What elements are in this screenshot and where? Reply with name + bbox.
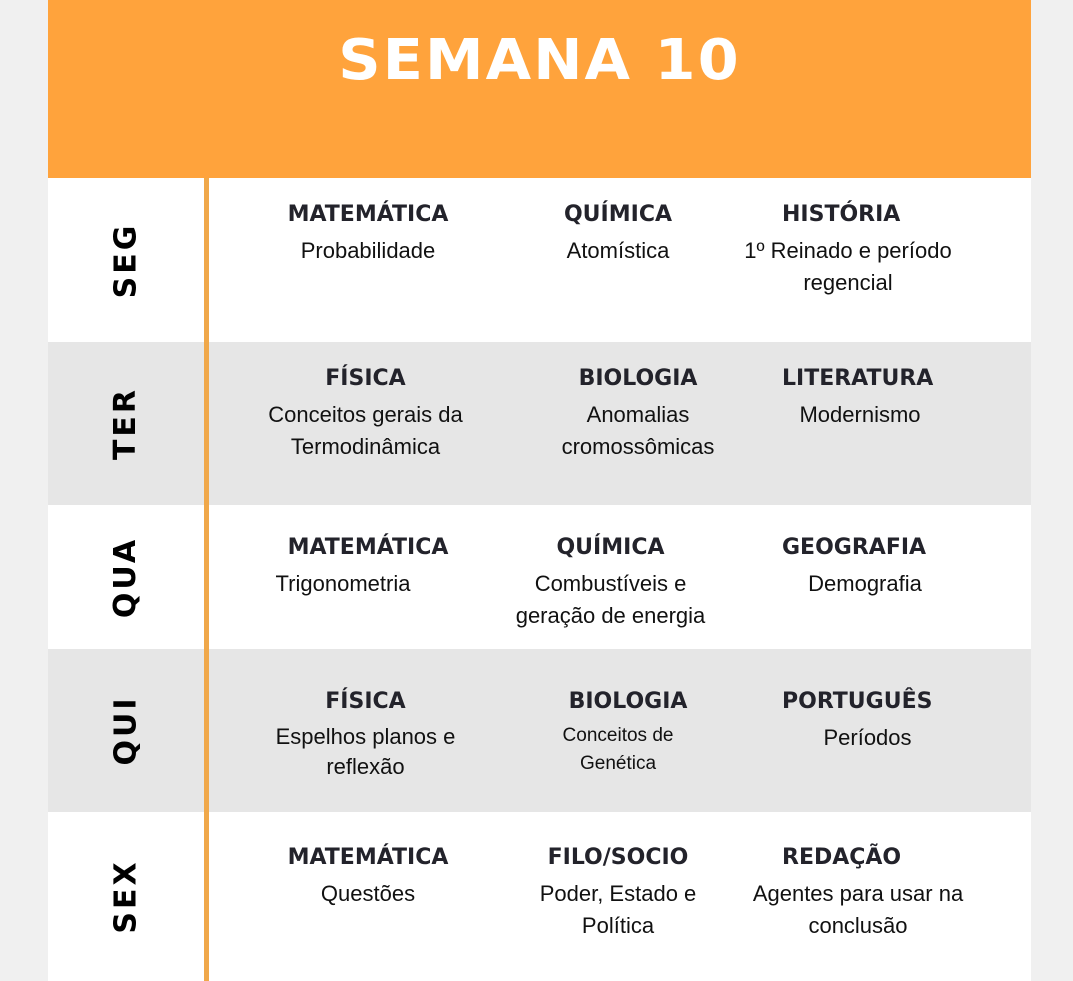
subject-cell <box>518 845 718 942</box>
day-row-qua <box>48 505 1031 649</box>
subject-cell <box>728 202 968 299</box>
subject-name: MATEMÁTICA <box>287 202 449 227</box>
subject-name: FILO/SOCIO <box>547 845 689 870</box>
subject-topic: Probabilidade <box>300 238 436 263</box>
subject-cell <box>248 535 488 600</box>
subject-name: REDAÇÃO <box>782 845 902 870</box>
subject-topic: Agentes para usar na conclusão <box>752 881 964 938</box>
subject-topic: Conceitos de Genética <box>562 725 674 774</box>
subject-cell <box>760 366 960 431</box>
subject-cell <box>538 366 738 463</box>
day-label: QUA <box>108 536 144 618</box>
subject-name: GEOGRAFIA <box>782 535 927 560</box>
subject-name: MATEMÁTICA <box>287 535 449 560</box>
subject-name: BIOLOGIA <box>578 366 698 391</box>
subject-topic: Modernismo <box>799 402 921 427</box>
subject-cell <box>518 202 718 267</box>
subject-topic: Conceitos gerais da Termodinâmica <box>268 402 463 459</box>
subject-topic: Combustíveis e geração de energia <box>515 571 706 628</box>
page-title: SEMANA 10 <box>338 28 741 93</box>
subject-topic: Poder, Estado e Política <box>539 881 697 938</box>
day-label: QUI <box>108 695 144 766</box>
day-row-sex <box>48 812 1031 981</box>
subject-name: BIOLOGIA <box>568 689 688 714</box>
subject-topic: Espelhos planos e reflexão <box>275 724 456 779</box>
subject-name: LITERATURA <box>782 366 934 391</box>
schedule-sheet <box>48 0 1031 981</box>
day-row-qui <box>48 649 1031 812</box>
subject-name: FÍSICA <box>325 689 406 714</box>
header-banner <box>48 0 1031 178</box>
subject-name: QUÍMICA <box>556 535 665 560</box>
subject-cell <box>498 535 723 632</box>
day-label: TER <box>108 386 144 461</box>
column-divider <box>204 178 209 981</box>
subject-name: PORTUGUÊS <box>782 689 933 714</box>
subject-cell <box>538 689 698 778</box>
day-label: SEG <box>108 222 144 298</box>
subject-topic: Questões <box>320 881 416 906</box>
subject-cell <box>760 535 970 600</box>
subject-name: QUÍMICA <box>563 202 672 227</box>
subject-topic: Atomística <box>566 238 670 263</box>
subject-cell <box>248 202 488 267</box>
subject-topic: Demografia <box>808 571 922 596</box>
subject-name: FÍSICA <box>325 366 406 391</box>
subject-topic: 1º Reinado e período regencial <box>744 238 952 295</box>
subject-cell <box>760 689 975 754</box>
subject-name: HISTÓRIA <box>782 202 901 227</box>
day-row-seg <box>48 178 1031 342</box>
day-row-ter <box>48 342 1031 505</box>
subject-cell <box>253 689 478 782</box>
subject-cell <box>253 366 478 463</box>
subject-name: MATEMÁTICA <box>287 845 449 870</box>
day-label: SEX <box>108 859 144 934</box>
subject-cell <box>248 845 488 910</box>
subject-topic: Períodos <box>823 725 912 750</box>
subject-topic: Anomalias cromossômicas <box>561 402 715 459</box>
subject-topic: Trigonometria <box>275 571 411 596</box>
subject-cell <box>728 845 988 942</box>
